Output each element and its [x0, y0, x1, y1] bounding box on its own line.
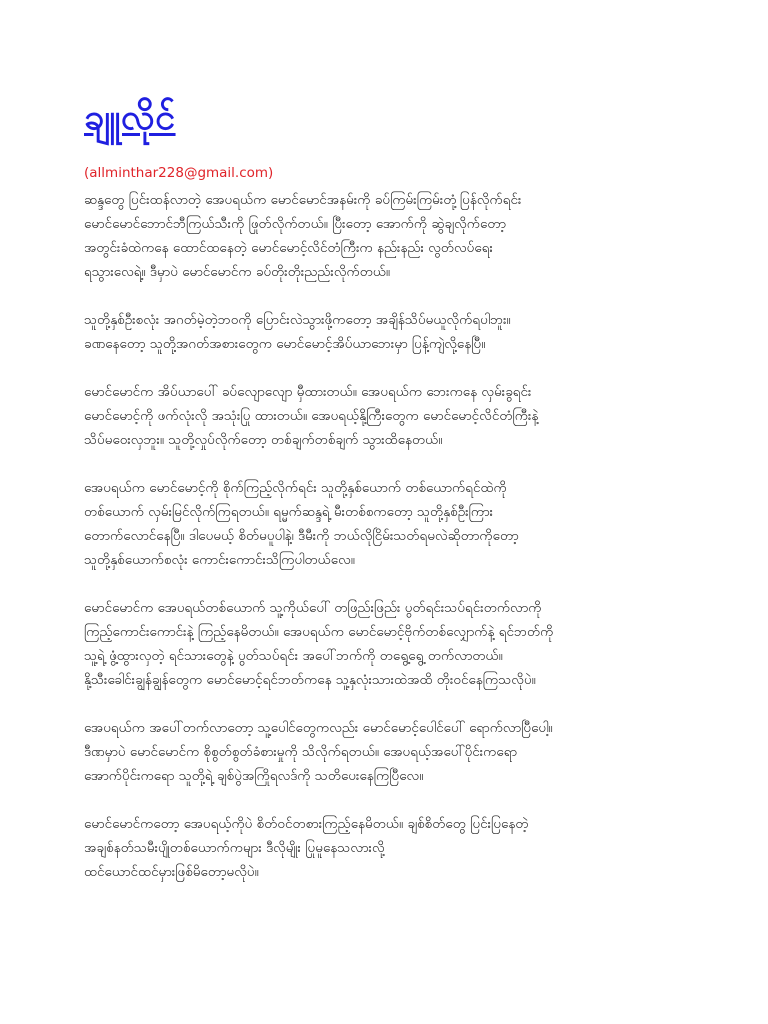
- paragraph: [84, 476, 694, 572]
- text-line: မောင်မောင့်ကို ဖက်လုံးလို အသုံးပြု ထားတယ်။ အေပရယ့်နို့ကြီးတွေက မောင်မောင့်လိင်တံကြီးနဲ့: [84, 408, 539, 424]
- text-line: သူတို့နှစ်ဦးစလုံး အဂတ်မဲ့တဲ့ဘဝကို ပြောင်းလဲသွားဖို့ကတော့ အချိန်သိပ်မယူလိုက်ရပါဘူး။: [84, 312, 511, 328]
- text-line: တစ်ယောက် လှမ်းမြင်လိုက်ကြရတယ်။ ရမ္မက်ဆန္ဒရဲ့ မီးတစ်စကတော့ သူတို့နှစ်ဦးကြား: [84, 504, 494, 520]
- text-line: သူတို့နှစ်ယောက်စလုံး ကောင်းကောင်းသိကြပါတယ်လေ။: [84, 552, 355, 568]
- paragraph: [84, 596, 694, 692]
- text-line: မောင်မောင်ကတော့ အေပရယ့်ကိုပဲ စိတ်ဝင်တစားကြည့်နေမိတယ်။ ချစ်စိတ်တွေ ပြင်းပြနေတဲ့: [84, 816, 529, 832]
- paragraph: [84, 716, 694, 788]
- text-line: အေပရယ်က အပေါ်တက်လာတော့ သူ့ပေါင်တွေကလည်း မောင်မောင့်ပေါင်ပေါ် ရောက်လာပြီပေါ့။: [84, 720, 553, 736]
- text-line: ဆန္ဒတွေ ပြင်းထန်လာတဲ့ အေပရယ်က မောင်မောင်အနမ်းကို ခပ်ကြမ်းကြမ်းတုံ့ပြန်လိုက်ရင်း: [84, 192, 522, 208]
- text-line: အချစ်နတ်သမီးပျိုတစ်ယောက်ကများ ဒီလိုမျိုး ပြုမူနေသလားလို့: [84, 840, 385, 856]
- text-line: ရသွားလေရဲ့။ ဒီမှာပဲ မောင်မောင်က ခပ်တိုးတိုးညည်းလိုက်တယ်။: [84, 264, 391, 280]
- paragraph: [84, 812, 694, 884]
- story-title: ချူလိုင်: [84, 97, 176, 138]
- text-line: တောက်လောင်နေပြီ။ ဒါပေမယ့် စိတ်မပူပါနဲ့၊ ဒီမီးကို ဘယ်လိုငြိမ်းသတ်ရမလဲဆိုတာကိုတော့: [84, 528, 519, 544]
- text-line: ထင်ယောင်ထင်မှားဖြစ်မိတော့မလိုပဲ။: [84, 864, 259, 880]
- text-line: အေပရယ်က မောင်မောင့်ကို စိုက်ကြည့်လိုက်ရင်း သူတို့နှစ်ယောက် တစ်ယောက်ရင်ထဲကို: [84, 480, 507, 496]
- text-line: သူ့ရဲ့ ဖွံ့ထွားလှတဲ့ ရင်သားတွေနဲ့ ပွတ်သပ်ရင်း အပေါ်ဘက်ကို တရွေ့ရွေ့ တက်လာတယ်။: [84, 648, 503, 664]
- text-line: မောင်မောင်က အေပရယ်တစ်ယောက် သူ့ကိုယ်ပေါ် တဖြည်းဖြည်း ပွတ်ရင်းသပ်ရင်းတက်လာကို: [84, 600, 542, 616]
- text-line: သိပ်မဝေးလှဘူး။ သူတို့လှုပ်လိုက်တော့ တစ်ချက်တစ်ချက် သွားထိနေတယ်။: [84, 432, 443, 448]
- text-line: အတွင်းခံထဲကနေ ထောင်ထနေတဲ့ မောင်မောင့်လိင်တံကြီးက နည်းနည်း လွတ်လပ်ရေး: [84, 240, 493, 256]
- paragraph: [84, 188, 694, 284]
- text-line: နို့သီးခေါင်းချွန်ချွန်တွေက မောင်မောင့်ရင်ဘတ်ကနေ သူ့နှလုံးသားထဲအထိ တိုးဝင်နေကြသလိုပဲ။: [84, 672, 536, 688]
- text-line: မောင်မောင်ဘောင်ဘီကြယ်သီးကို ဖြုတ်လိုက်တယ်။ ပြီးတော့ အောက်ကို ဆွဲချလိုက်တော့: [84, 216, 507, 232]
- text-line: မောင်မောင်က အိပ်ယာပေါ် ခပ်လျောလျော မှီထားတယ်။ အေပရယ်က ဘေးကနေ လှမ်းခွရင်း: [84, 384, 532, 400]
- paragraph: [84, 380, 694, 452]
- text-line: ဒီဏမှာပဲ မောင်မောင်က စိုစွတ်စွတ်ခံစားမှုကို သိလိုက်ရတယ်။ အေပရယ့်အပေါ်ပိုင်းကရော: [84, 744, 518, 760]
- author-email: (allminthar228@gmail.com): [84, 165, 274, 181]
- story-body: [84, 188, 694, 908]
- text-line: ကြည့်ကောင်းကောင်းနဲ့ ကြည့်နေမိတယ်။ အေပရယ်က မောင်မောင့်ဗိုက်တစ်လျှောက်နဲ့ ရင်ဘတ်ကို: [84, 624, 554, 640]
- text-line: ခဏနေတော့ သူတို့အဂတ်အစားတွေက မောင်မောင့်အိပ်ယာဘေးမှာ ပြန့်ကျဲလို့နေပြီ။: [84, 336, 486, 352]
- paragraph: [84, 308, 694, 356]
- text-line: အောက်ပိုင်းကရော သူတို့ရဲ့ ချစ်ပွဲအကြိုရလဒ်ကို သတိပေးနေကြပြီလေ။: [84, 768, 424, 784]
